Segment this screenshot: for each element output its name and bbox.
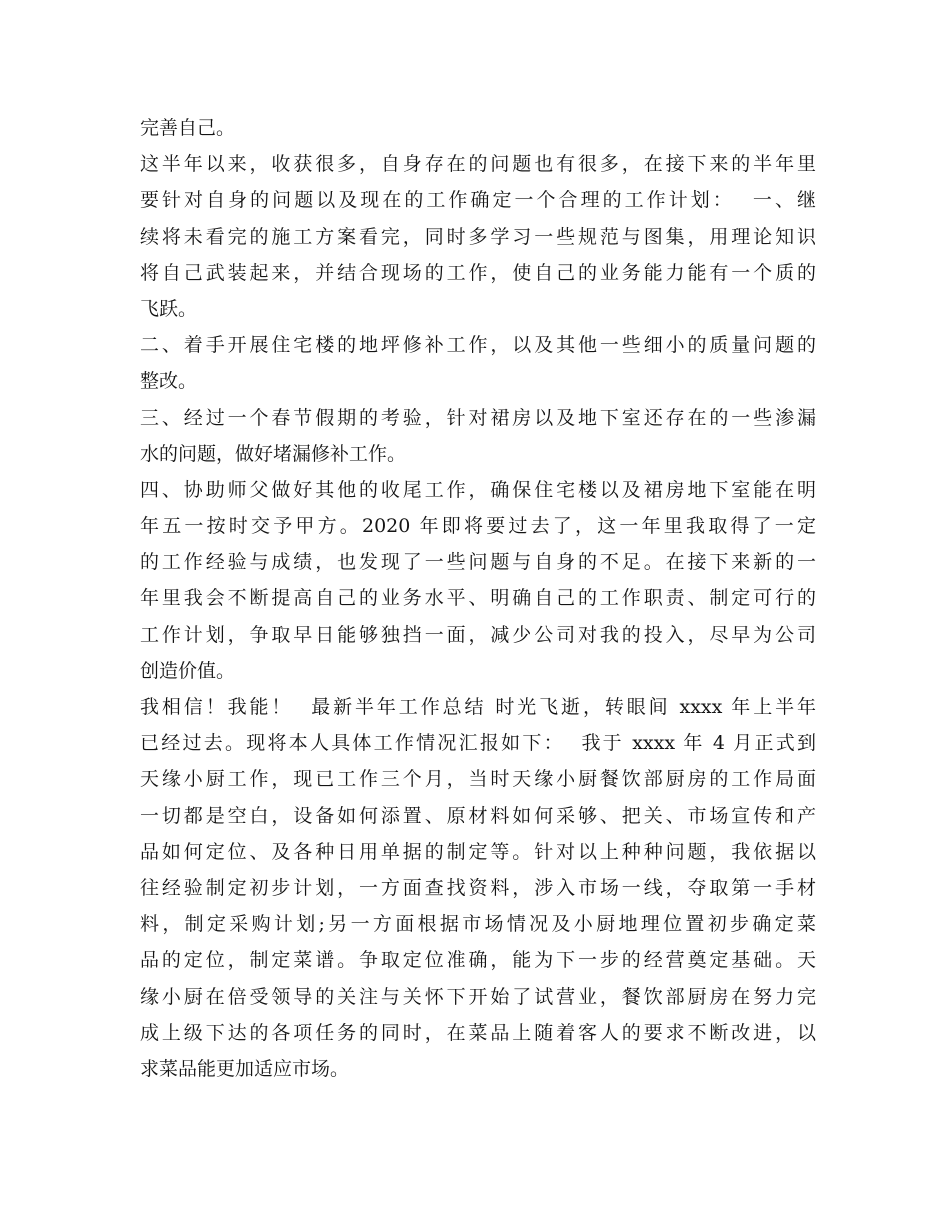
- text-line: 这半年以来，收获很多，自身存在的问题也有很多，在接下来的半年里: [140, 153, 816, 176]
- text-line: 已经过去。现将本人具体工作情况汇报如下： 我于 xxxx 年 4 月正式到: [140, 732, 816, 755]
- text-line: 一切都是空白，设备如何添置、原材料如何采够、把关、市场宣传和产: [140, 804, 816, 827]
- text-line: 整改。: [140, 370, 198, 393]
- text-line: 要针对自身的问题以及现在的工作确定一个合理的工作计划： 一、继: [140, 189, 816, 212]
- text-line: 成上级下达的各项任务的同时，在菜品上随着客人的要求不断改进，以: [140, 1021, 816, 1044]
- text-line: 将自己武装起来，并结合现场的工作，使自己的业务能力能有一个质的: [140, 261, 816, 284]
- text-line: 料，制定采购计划;另一方面根据市场情况及小厨地理位置初步确定菜: [140, 913, 816, 936]
- text-line: 的工作经验与成绩，也发现了一些问题与自身的不足。在接下来新的一: [140, 551, 816, 574]
- text-line: 品如何定位、及各种日用单据的制定等。针对以上种种问题，我依据以: [140, 840, 816, 863]
- text-line: 续将未看完的施工方案看完，同时多学习一些规范与图集，用理论知识: [140, 225, 816, 248]
- text-line: 我相信！我能！ 最新半年工作总结 时光飞逝，转眼间 xxxx 年上半年: [140, 696, 816, 718]
- text-line: 三、经过一个春节假期的考验，针对裙房以及地下室还存在的一些渗漏: [140, 406, 816, 429]
- text-line: 往经验制定初步计划，一方面查找资料，涉入市场一线，夺取第一手材: [140, 876, 816, 899]
- text-line: 品的定位，制定菜谱。争取定位准确，能为下一步的经营奠定基础。天: [140, 949, 816, 972]
- text-line: 年五一按时交予甲方。2020 年即将要过去了，这一年里我取得了一定: [140, 515, 816, 538]
- text-line: 二、着手开展住宅楼的地坪修补工作，以及其他一些细小的质量问题的: [140, 334, 816, 357]
- text-line: 年里我会不断提高自己的业务水平、明确自己的工作职责、制定可行的: [140, 587, 816, 610]
- text-line: 缘小厨在倍受领导的关注与关怀下开始了试营业，餐饮部厨房在努力完: [140, 985, 816, 1008]
- text-line: 完善自己。: [140, 117, 236, 139]
- text-line: 创造价值。: [140, 659, 236, 682]
- text-line: 水的问题，做好堵漏修补工作。: [140, 442, 407, 465]
- document-body: [140, 110, 816, 1087]
- text-line: 飞跃。: [140, 297, 198, 320]
- text-line: 四、协助师父做好其他的收尾工作，确保住宅楼以及裙房地下室能在明: [140, 478, 816, 501]
- text-line: 天缘小厨工作，现已工作三个月，当时天缘小厨餐饮部厨房的工作局面: [140, 768, 816, 791]
- text-line: 工作计划，争取早日能够独挡一面，减少公司对我的投入，尽早为公司: [140, 623, 816, 646]
- text-line: 求菜品能更加适应市场。: [140, 1057, 350, 1080]
